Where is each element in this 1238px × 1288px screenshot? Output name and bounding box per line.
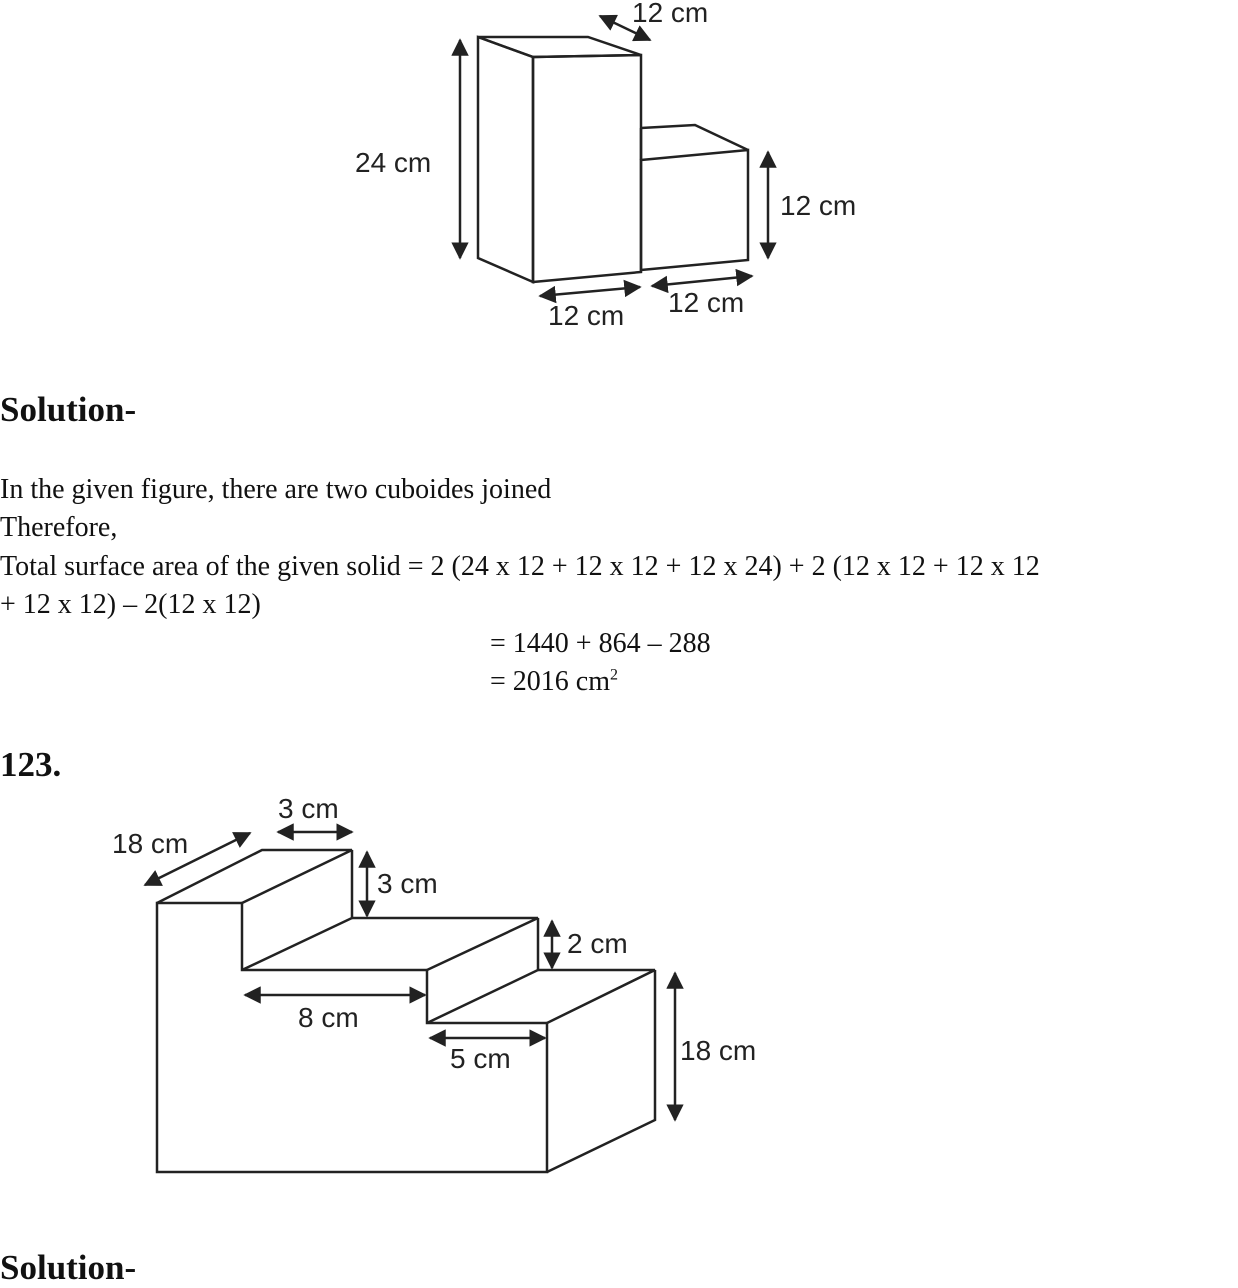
solution-text-line: Therefore, xyxy=(0,512,118,543)
short-cuboid-top xyxy=(641,125,748,150)
result-exponent: 2 xyxy=(610,666,618,684)
result-value: = 2016 cm xyxy=(490,666,610,697)
label-width-right: 12 cm xyxy=(668,287,745,318)
label-width-left: 12 cm xyxy=(548,300,625,331)
solution-text-line: + 12 x 12) – 2(12 x 12) xyxy=(0,589,261,620)
solution-text-line: = 1440 + 864 – 288 xyxy=(490,628,711,659)
label-depth: 12 cm xyxy=(632,0,709,28)
label-top-rise: 3 cm xyxy=(377,868,438,899)
label-stairs-depth: 18 cm xyxy=(112,828,189,859)
solution-result xyxy=(490,666,618,698)
tall-cuboid-top xyxy=(478,37,641,57)
solution-heading: Solution- xyxy=(0,1248,137,1287)
label-bottom-width: 5 cm xyxy=(450,1043,511,1074)
solution-heading: Solution- xyxy=(0,390,137,429)
label-height-tall: 24 cm xyxy=(355,147,432,178)
tall-cuboid-front xyxy=(533,55,641,282)
label-mid-rise: 2 cm xyxy=(567,928,628,959)
cuboid-figure xyxy=(460,16,768,296)
tall-cuboid-side xyxy=(478,37,533,282)
solution-text-line: Total surface area of the given solid = 2 (24 x 12 + 12 x 12 + 12 x 24) + 2 (12 x 12 + 12 x 12 xyxy=(0,551,1040,582)
label-mid-width: 8 cm xyxy=(298,1002,359,1033)
label-stairs-height: 18 cm xyxy=(680,1035,757,1066)
short-cuboid-front xyxy=(641,150,748,270)
solution-text-line: In the given figure, there are two cuboides joined xyxy=(0,474,552,505)
label-top-width: 3 cm xyxy=(278,793,339,824)
label-height-short: 12 cm xyxy=(780,190,857,221)
question-number: 123. xyxy=(0,745,62,784)
